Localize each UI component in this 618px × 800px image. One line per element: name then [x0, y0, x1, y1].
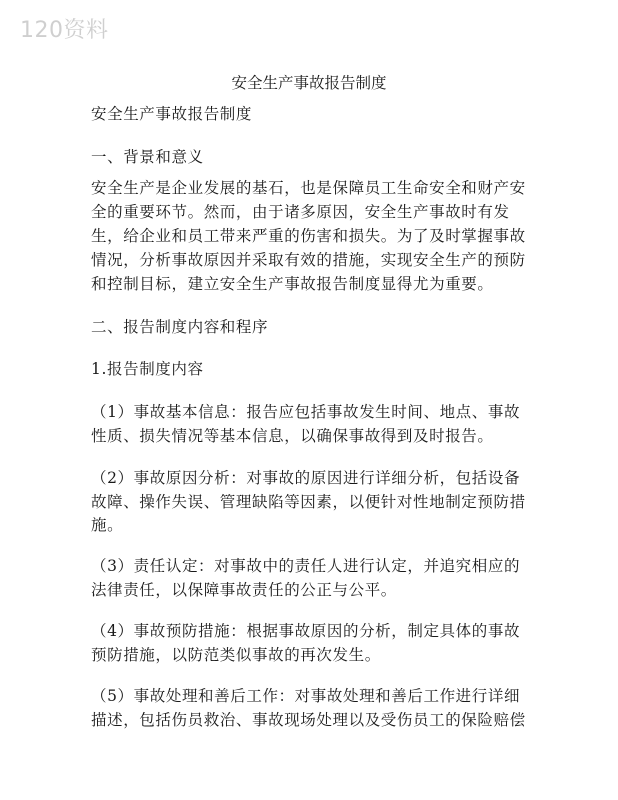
list-item-line: （2）事故原因分析：对事故的原因进行详细分析，包括设备 [91, 469, 521, 487]
paragraph-line: 情况，分析事故原因并采取有效的措施，实现安全生产的预防 [91, 251, 526, 269]
list-item-line: 预防措施，以防范类似事故的再次发生。 [91, 646, 381, 664]
paragraph-line: 和控制目标，建立安全生产事故报告制度显得尤为重要。 [91, 275, 494, 293]
section-heading-procedure: 二、报告制度内容和程序 [91, 318, 269, 336]
list-item-line: （1）事故基本信息：报告应包括事故发生时间、地点、事故 [91, 403, 521, 421]
list-item-line: （4）事故预防措施：根据事故原因的分析，制定具体的事故 [91, 622, 521, 640]
paragraph-line: 生，给企业和员工带来严重的伤害和损失。为了及时掌握事故 [91, 227, 526, 245]
paragraph-line: 安全生产是企业发展的基石，也是保障员工生命安全和财产安 [91, 179, 526, 197]
list-item-line: （5）事故处理和善后工作：对事故处理和善后工作进行详细 [91, 687, 521, 705]
list-item-line: （3）责任认定：对事故中的责任人进行认定，并追究相应的 [91, 557, 521, 575]
watermark-logo: 120资料 [20, 18, 109, 43]
list-item-line: 性质、损失情况等基本信息，以确保事故得到及时报告。 [91, 427, 494, 445]
list-item-line: 故障、操作失误、管理缺陷等因素，以便针对性地制定预防措 [91, 493, 526, 511]
document-title: 安全生产事故报告制度 [231, 74, 387, 92]
subsection-heading-content: 1.报告制度内容 [91, 360, 204, 378]
paragraph-line: 全的重要环节。然而，由于诸多原因，安全生产事故时有发 [91, 203, 510, 221]
list-item-line: 法律责任，以保障事故责任的公正与公平。 [91, 581, 397, 599]
list-item-line: 描述，包括伤员救治、事故现场处理以及受伤员工的保险赔偿 [91, 711, 526, 729]
list-item-line: 施。 [91, 516, 124, 534]
section-heading-background: 一、背景和意义 [91, 148, 204, 166]
document-subtitle: 安全生产事故报告制度 [91, 105, 253, 123]
